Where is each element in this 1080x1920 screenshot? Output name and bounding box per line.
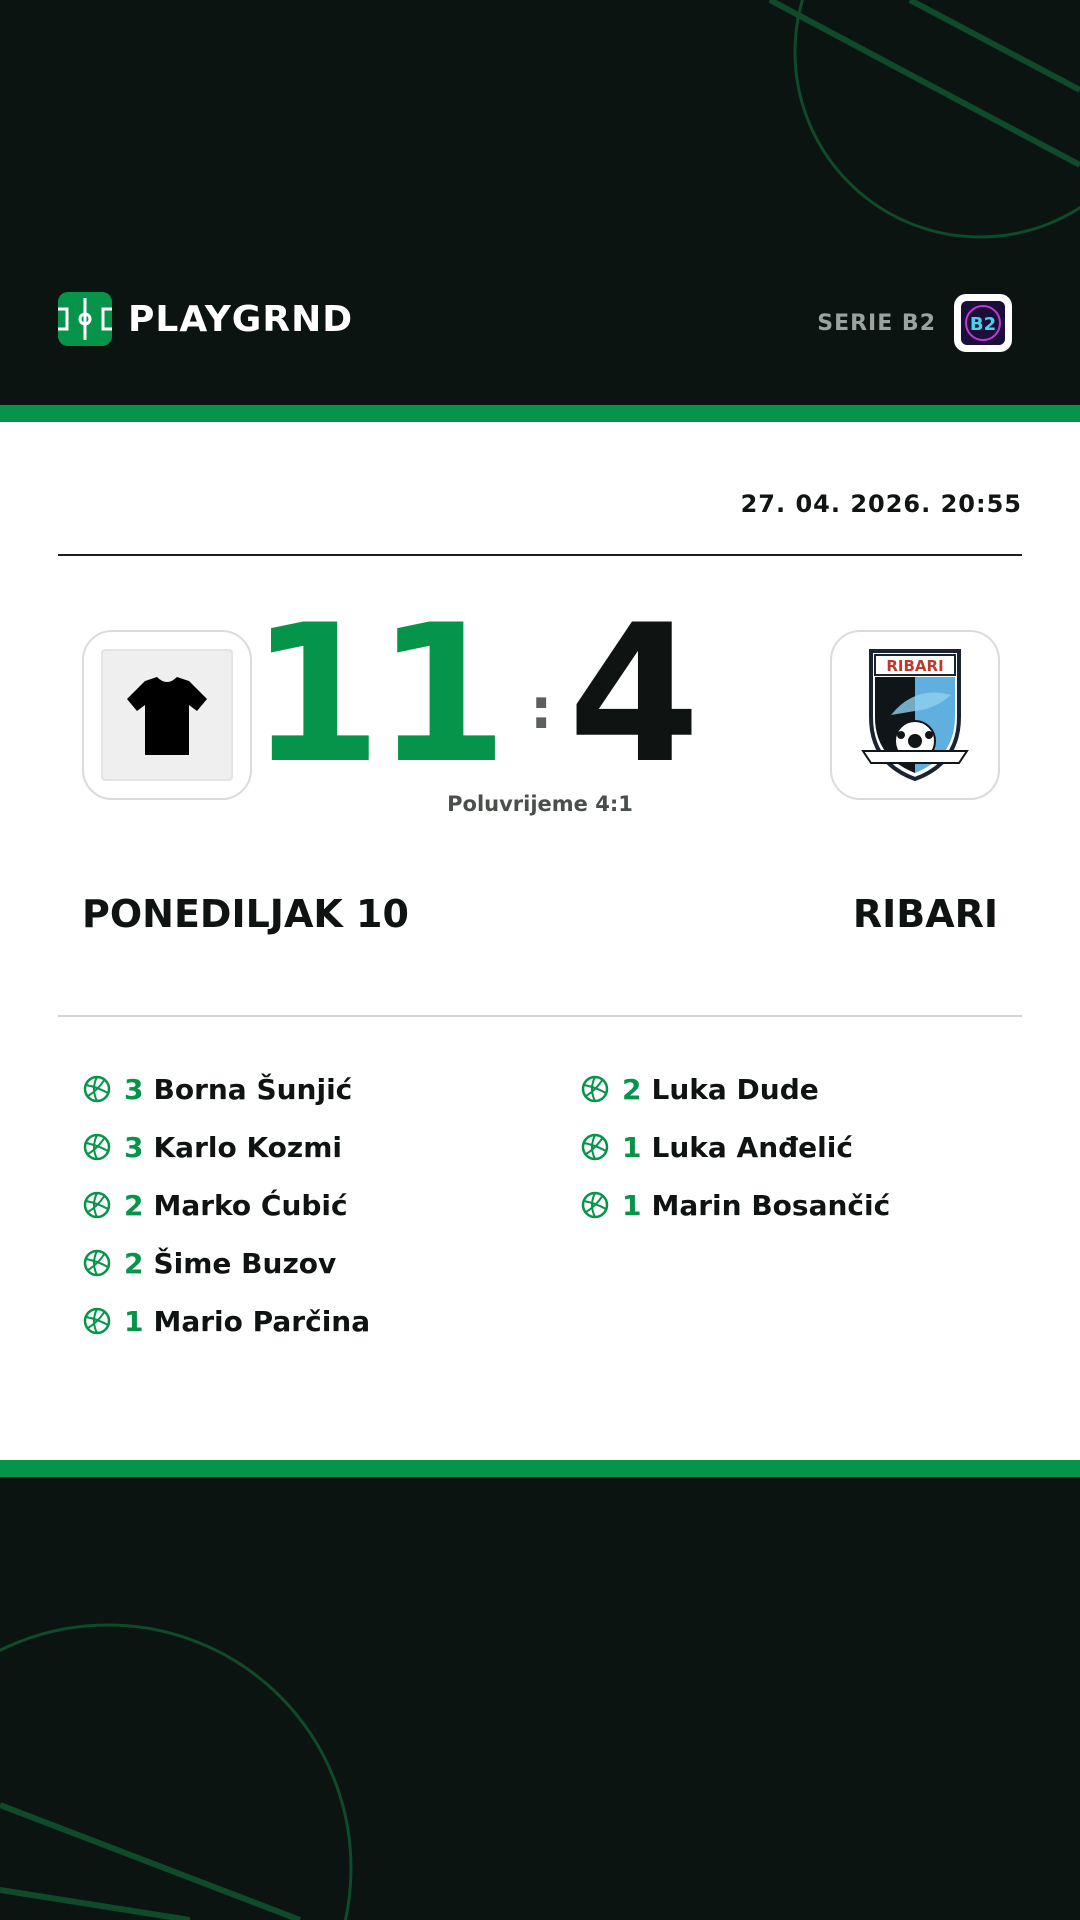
goal-count: 1: [124, 1304, 144, 1338]
football-icon: [580, 1190, 610, 1220]
football-icon: [82, 1190, 112, 1220]
football-icon: [580, 1132, 610, 1162]
football-icon: [580, 1074, 610, 1104]
divider: [58, 1015, 1022, 1017]
league-b2-logo-icon: [961, 301, 1005, 345]
svg-text:B2: B2: [969, 314, 997, 335]
goal-count: 1: [622, 1188, 642, 1222]
league-info: [817, 292, 1012, 354]
score-separator: :: [530, 677, 553, 742]
away-team-logo: [830, 630, 1000, 800]
football-icon: [82, 1248, 112, 1278]
scorer-name: Šime Buzov: [153, 1246, 337, 1280]
match-datetime: 27. 04. 2026. 20:55: [740, 490, 1022, 518]
scorer-name: Marko Ćubić: [153, 1188, 348, 1222]
league-name: SERIE B2: [817, 310, 936, 336]
scorer-row: [580, 1176, 890, 1234]
scorer-row: [580, 1118, 890, 1176]
pitch-decoration: [0, 1478, 1080, 1920]
football-icon: [82, 1132, 112, 1162]
scorer-name: Borna Šunjić: [153, 1072, 353, 1106]
scorer-name: Luka Anđelić: [651, 1130, 853, 1164]
scorer-row: [82, 1176, 370, 1234]
football-icon: [82, 1074, 112, 1104]
away-team-name: RIBARI: [852, 892, 998, 936]
scorer-name: Luka Dude: [651, 1072, 819, 1106]
league-logo: [954, 294, 1012, 352]
scorer-name: Karlo Kozmi: [153, 1130, 342, 1164]
goal-count: 3: [124, 1072, 144, 1106]
scorer-row: [82, 1292, 370, 1350]
home-scorers: [82, 1060, 370, 1350]
scorer-row: [580, 1060, 890, 1118]
scorer-name: Marin Bosančić: [651, 1188, 891, 1222]
scorer-name: Mario Parčina: [153, 1304, 371, 1338]
brand-name: PLAYGRND: [128, 298, 354, 340]
goal-count: 2: [124, 1246, 144, 1280]
divider: [58, 554, 1022, 556]
accent-stripe-bottom: [0, 1460, 1080, 1477]
goal-count: 2: [124, 1188, 144, 1222]
home-score: 11: [249, 584, 502, 805]
scorer-row: [82, 1118, 370, 1176]
home-team-logo: [82, 630, 252, 800]
goal-count: 3: [124, 1130, 144, 1164]
svg-text:RIBARI: RIBARI: [886, 657, 944, 675]
footer-band: [0, 1478, 1080, 1920]
pitch-icon: [58, 292, 112, 346]
scorer-row: [82, 1234, 370, 1292]
halftime-score: Poluvrijeme 4:1: [447, 792, 633, 816]
away-scorers: [580, 1060, 890, 1234]
scorer-row: [82, 1060, 370, 1118]
home-team-name: PONEDILJAK 10: [82, 892, 409, 936]
header-band: [0, 0, 1080, 405]
ribari-crest: [855, 645, 975, 785]
goal-count: 2: [622, 1072, 642, 1106]
football-icon: [82, 1306, 112, 1336]
goal-count: 1: [622, 1130, 642, 1164]
jersey-icon: [101, 649, 233, 781]
accent-stripe-top: [0, 405, 1080, 422]
away-score: 4: [568, 584, 701, 805]
brand: [58, 292, 353, 346]
